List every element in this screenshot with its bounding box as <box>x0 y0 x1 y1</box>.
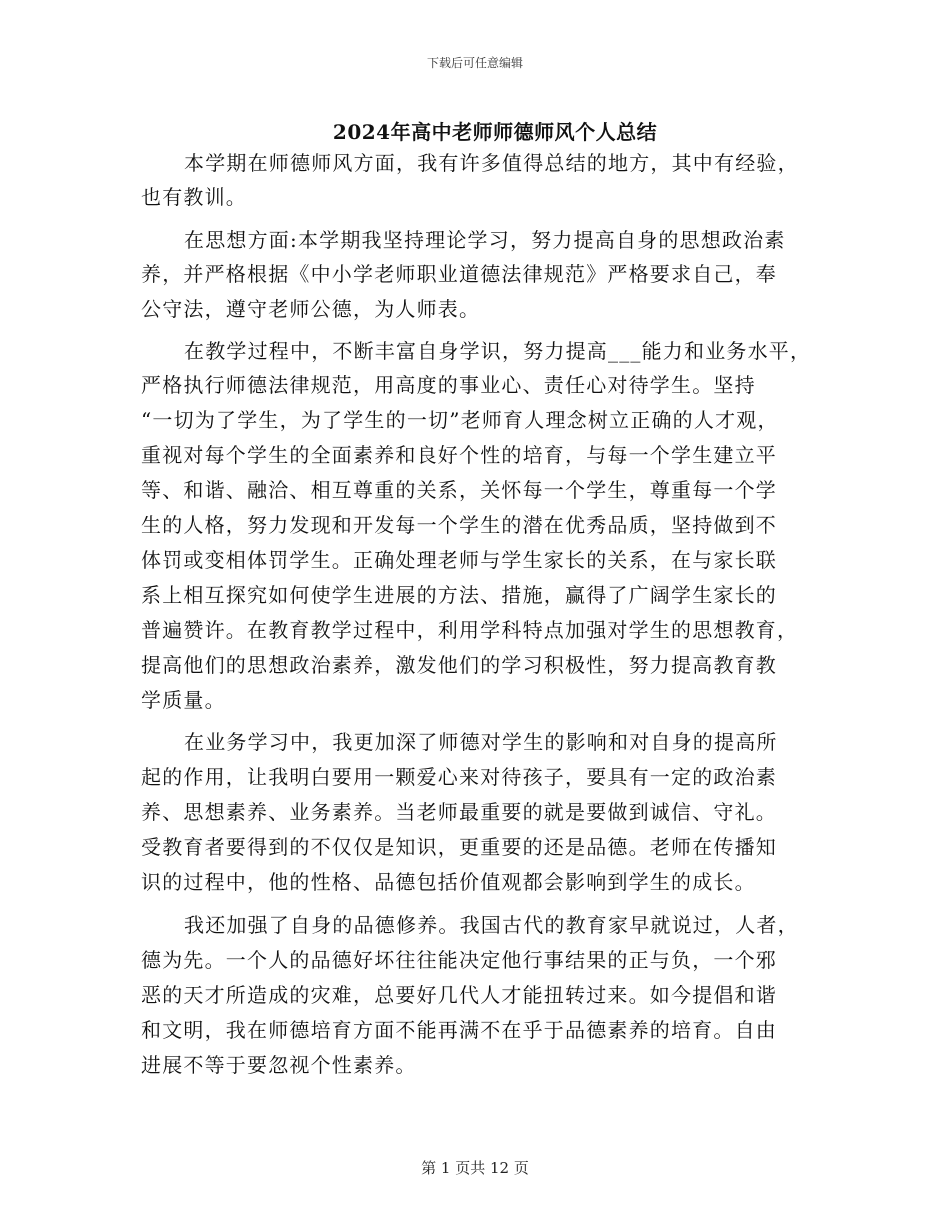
text-line: 进展不等于要忽视个性素养。 <box>141 1053 417 1077</box>
text-line: 普遍赞许。在教育教学过程中，利用学科特点加强对学生的思想教育， <box>141 618 799 642</box>
text-line: “一切为了学生，为了学生的一切”老师育人理念树立正确的人才观， <box>141 408 779 432</box>
text-line: 等、和谐、融洽、相互尊重的关系，关怀每一个学生，尊重每一个学 <box>141 478 777 502</box>
text-line: 在业务学习中，我更加深了师德对学生的影响和对自身的提高所 <box>184 730 778 754</box>
text-line: 恶的天才所造成的灾难，总要好几代人才能扭转过来。如今提倡和谐 <box>141 983 777 1007</box>
page-title: 2024年高中老师师德师风个人总结 <box>332 120 658 144</box>
text-line: 受教育者要得到的不仅仅是知识，更重要的还是品德。老师在传播知 <box>141 835 777 859</box>
text-line: 我还加强了自身的品德修养。我国古代的教育家早就说过，人者， <box>184 913 799 937</box>
header-note: 下载后可任意编辑 <box>426 56 523 70</box>
text-line: 养，并严格根据《中小学老师职业道德法律规范》严格要求自己，奉 <box>141 262 777 286</box>
text-line: 起的作用，让我明白要用一颗爱心来对待孩子，要具有一定的政治素 <box>141 765 777 789</box>
text-line: 德为先。一个人的品德好坏往往能决定他行事结果的正与负，一个邪 <box>141 948 777 972</box>
text-line: 重视对每个学生的全面素养和良好个性的培育，与每一个学生建立平 <box>141 443 777 467</box>
text-line: 严格执行师德法律规范，用高度的事业心、责任心对待学生。坚持 <box>141 373 756 397</box>
text-line: 学质量。 <box>141 688 226 712</box>
text-line: 也有教训。 <box>141 185 247 209</box>
text-line: 识的过程中，他的性格、品德包括价值观都会影响到学生的成长。 <box>141 870 756 894</box>
text-line: 养、思想素养、业务素养。当老师最重要的就是要做到诚信、守礼。 <box>141 800 777 824</box>
page-footer: 第 1 页共 12 页 <box>421 1159 529 1177</box>
text-line: 在教学过程中，不断丰富自身学识，努力提高___能力和业务水平， <box>184 339 812 363</box>
text-line: 体罚或变相体罚学生。正确处理老师与学生家长的关系，在与家长联 <box>141 548 777 572</box>
text-line: 提高他们的思想政治素养，激发他们的学习积极性，努力提高教育教 <box>141 653 777 677</box>
text-line: 在思想方面:本学期我坚持理论学习，努力提高自身的思想政治素 <box>184 228 786 252</box>
text-line: 公守法，遵守老师公德，为人师表。 <box>141 297 481 321</box>
text-line: 和文明，我在师德培育方面不能再满不在乎于品德素养的培育。自由 <box>141 1018 777 1042</box>
text-line: 生的人格，努力发现和开发每一个学生的潜在优秀品质，坚持做到不 <box>141 513 777 537</box>
text-line: 本学期在师德师风方面，我有许多值得总结的地方，其中有经验， <box>184 151 799 175</box>
text-line: 系上相互探究如何使学生进展的方法、措施，赢得了广阔学生家长的 <box>141 583 777 607</box>
